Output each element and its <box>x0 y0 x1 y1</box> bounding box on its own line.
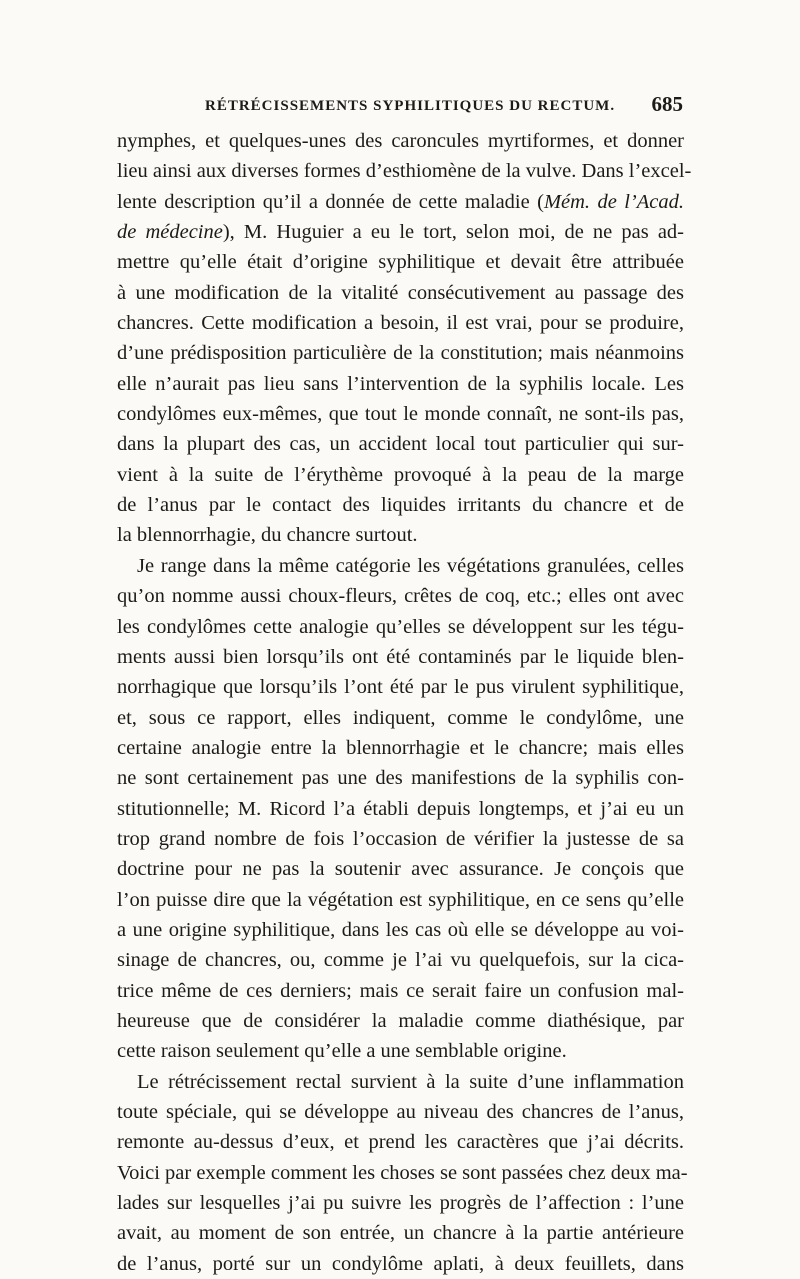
text-line: de l’anus, porté sur un condylôme aplati, à deux feuillets, dans <box>117 1252 684 1275</box>
text-line: doctrine pour ne pas la soutenir avec assurance. Je conçois que <box>117 858 684 881</box>
paragraph-end-line: la blennorrhagie, du chancre surtout. <box>117 524 418 547</box>
text-line: elle n’aurait pas lieu sans l’intervention de la syphilis locale. Les <box>117 372 684 395</box>
text-line: toute spéciale, qui se développe au niveau des chancres de l’anus, <box>117 1101 684 1123</box>
page-header <box>117 92 683 120</box>
text-line: vient à la suite de l’érythème provoqué à la peau de la marge <box>117 463 684 486</box>
text-line: avait, au moment de son entrée, un chancre à la partie antérieure <box>117 1222 684 1245</box>
text-line: nymphes, et quelques-unes des caroncules myrtiformes, et donner <box>117 130 684 152</box>
text-line: qu’on nomme aussi choux-fleurs, crêtes de coq, etc.; elles ont avec <box>117 585 684 608</box>
citation-italic: de médecine <box>117 221 223 244</box>
text-line: lente description qu’il a donnée de cette maladie (Mém. de l’Acad. <box>117 190 684 213</box>
text-line: de médecine), M. Huguier a eu le tort, selon moi, de ne pas ad- <box>117 221 684 244</box>
citation-italic: Mém. de l’Acad. <box>543 190 684 213</box>
text-line: heureuse que de considérer la maladie comme diathésique, par <box>117 1009 684 1032</box>
text-line: et, sous ce rapport, elles indiquent, comme le condylôme, une <box>117 706 684 729</box>
text-line: l’on puisse dire que la végétation est syphilitique, en ce sens qu’elle <box>117 888 684 911</box>
text-line: lieu ainsi aux diverses formes d’esthiomène de la vulve. Dans l’excel- <box>117 160 692 183</box>
text-line: Voici par exemple comment les choses se sont passées chez deux ma- <box>117 1161 688 1184</box>
text-line: certaine analogie entre la blennorrhagie et le chancre; mais elles <box>117 736 684 759</box>
text-line: a une origine syphilitique, dans les cas où elle se développe au voi- <box>117 918 684 941</box>
paragraph-start-line: Le rétrécissement rectal survient à la suite d’une inflammation <box>137 1070 684 1093</box>
body-text <box>117 126 692 1279</box>
text-line: trop grand nombre de fois l’occasion de vérifier la justesse de sa <box>117 827 684 850</box>
text-line: de l’anus par le contact des liquides irritants du chancre et de <box>117 494 684 517</box>
text-line: dans la plupart des cas, un accident local tout particulier qui sur- <box>117 433 684 456</box>
text-line: norrhagique que lorsqu’ils l’ont été par le pus virulent syphilitique, <box>117 676 684 699</box>
text-line: à une modification de la vitalité consécutivement au passage des <box>117 281 684 304</box>
text-line: ments aussi bien lorsqu’ils ont été contaminés par le liquide blen- <box>117 645 684 668</box>
text-line: trice même de ces derniers; mais ce serait faire un confusion mal- <box>117 979 684 1002</box>
running-title: RÉTRÉCISSEMENTS SYPHILITIQUES DU RECTUM. <box>205 98 616 114</box>
text-line: remonte au-dessus d’eux, et prend les caractères que j’ai décrits. <box>117 1131 684 1154</box>
text-line: lades sur lesquelles j’ai pu suivre les progrès de l’affection : l’une <box>117 1192 684 1215</box>
text-line: chancres. Cette modification a besoin, il est vrai, pour se produire, <box>117 312 684 335</box>
text-line: sinage de chancres, ou, comme je l’ai vu quelquefois, sur la cica- <box>117 949 684 972</box>
text-line: ne sont certainement pas une des manifestions de la syphilis con- <box>117 767 684 790</box>
paragraph-end-line: cette raison seulement qu’elle a une semblable origine. <box>117 1040 567 1063</box>
text-line: les condylômes cette analogie qu’elles se développent sur les tégu- <box>117 615 684 638</box>
paragraph-start-line: Je range dans la même catégorie les végétations granulées, celles <box>137 554 684 577</box>
text-line: condylômes eux-mêmes, que tout le monde connaît, ne sont-ils pas, <box>117 403 684 426</box>
page-number: 685 <box>651 92 683 116</box>
text-line: stitutionnelle; M. Ricord l’a établi depuis longtemps, et j’ai eu un <box>117 797 684 820</box>
text-line: d’une prédisposition particulière de la constitution; mais néanmoins <box>117 342 684 365</box>
text-line: mettre qu’elle était d’origine syphilitique et devait être attribuée <box>117 251 684 274</box>
